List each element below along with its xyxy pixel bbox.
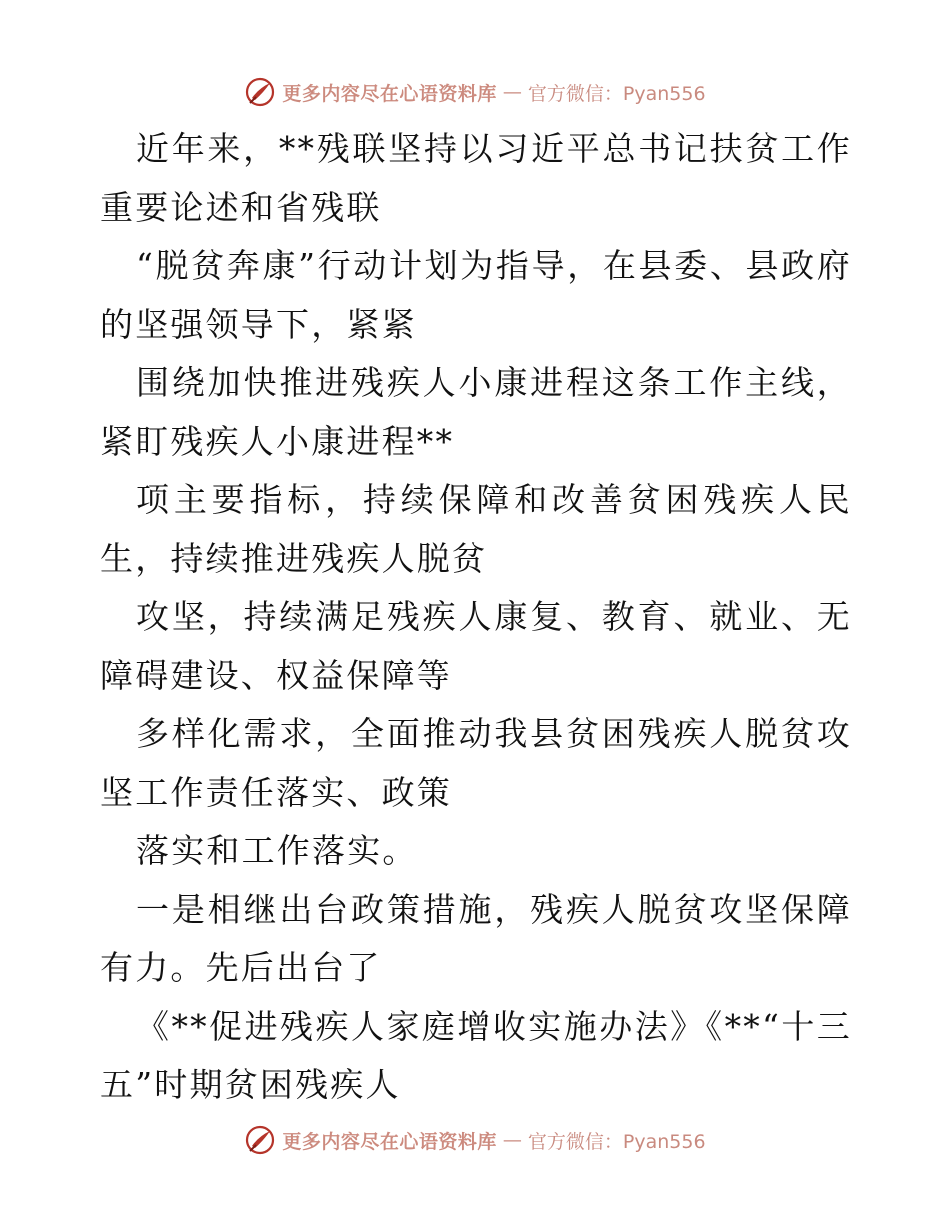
brand-text: 更多内容尽在心语资料库	[282, 1130, 497, 1153]
quill-logo-icon	[244, 76, 276, 108]
paragraph: 围绕加快推进残疾人小康进程这条工作主线，紧盯残疾人小康进程**	[100, 363, 852, 461]
paragraph: 多样化需求，全面推动我县贫困残疾人脱贫攻坚工作责任落实、政策	[100, 714, 852, 812]
separator-text: —	[502, 81, 522, 103]
wechat-text: 官方微信：Pyan556	[527, 1130, 706, 1153]
paragraph: 项主要指标，持续保障和改善贫困残疾人民生，持续推进残疾人脱贫	[100, 480, 852, 578]
page-header	[0, 72, 950, 112]
paragraph: 《**促进残疾人家庭增收实施办法》《**“十三五”时期贫困残疾人	[100, 1006, 852, 1104]
wechat-text: 官方微信：Pyan556	[527, 82, 706, 105]
page-footer	[0, 1120, 950, 1160]
quill-logo-icon	[244, 1124, 276, 1156]
paragraph: “脱贫奔康”行动计划为指导，在县委、县政府的坚强领导下，紧紧	[100, 246, 852, 344]
watermark-banner	[244, 1124, 705, 1156]
paragraph: 攻坚，持续满足残疾人康复、教育、就业、无障碍建设、权益保障等	[100, 597, 852, 695]
paragraph: 一是相继出台政策措施，残疾人脱贫攻坚保障有力。先后出台了	[100, 889, 852, 987]
paragraph: 落实和工作落实。	[136, 831, 418, 870]
brand-text: 更多内容尽在心语资料库	[282, 82, 497, 105]
document-body	[100, 120, 852, 1115]
separator-text: —	[502, 1129, 522, 1151]
watermark-banner	[244, 76, 705, 108]
paragraph: 近年来，**残联坚持以习近平总书记扶贫工作重要论述和省残联	[100, 129, 852, 227]
